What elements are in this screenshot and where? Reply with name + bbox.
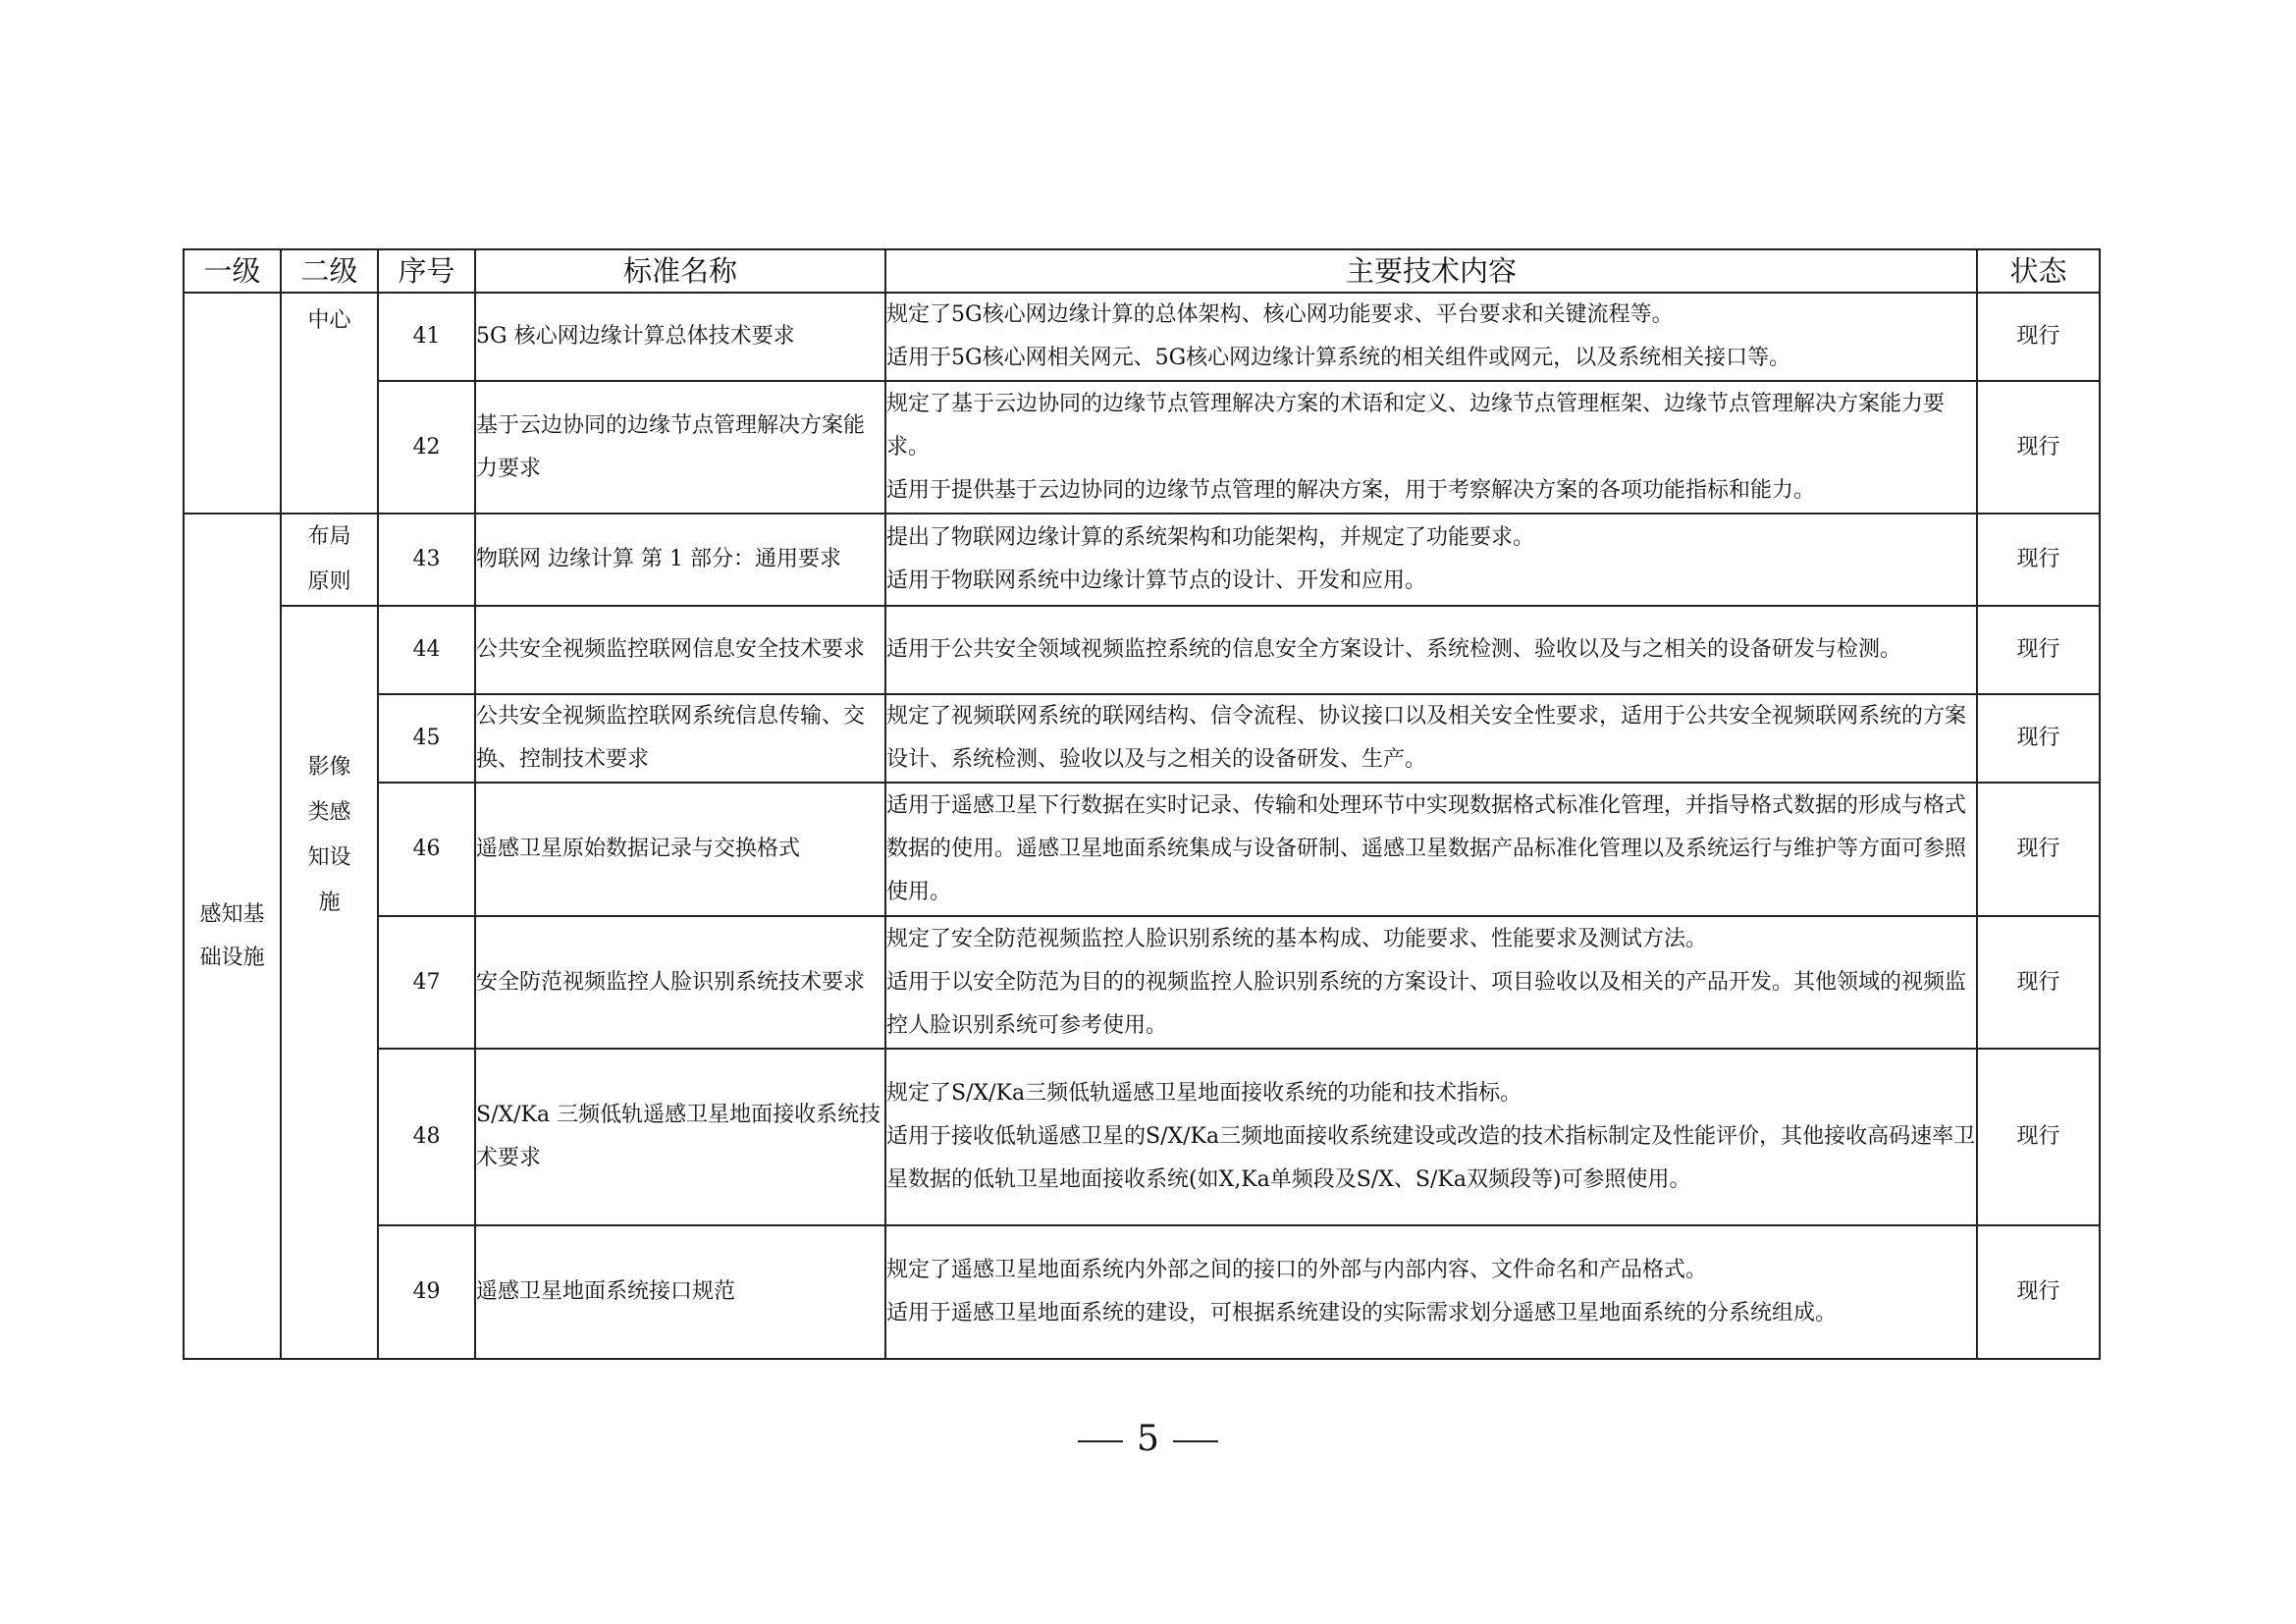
level2-label: 布局原则 xyxy=(307,524,351,594)
content-cell xyxy=(885,783,1977,916)
content-line: 适用于公共安全领域视频监控系统的信息安全方案设计、系统检测、验收以及与之相关的设备研发与检测。 xyxy=(886,637,1902,662)
table-row xyxy=(184,1049,2100,1225)
header-level1: 一级 xyxy=(184,249,281,293)
status-cell: 现行 xyxy=(1977,1225,2100,1359)
name-cell: 5G 核心网边缘计算总体技术要求 xyxy=(475,293,885,381)
header-level2: 二级 xyxy=(281,249,378,293)
seq-cell: 45 xyxy=(378,694,475,783)
content-line: 适用于提供基于云边协同的边缘节点管理的解决方案，用于考察解决方案的各项功能指标和能力。 xyxy=(886,477,1816,503)
header-seq: 序号 xyxy=(378,249,475,293)
content-cell xyxy=(885,606,1977,694)
seq-cell: 44 xyxy=(378,606,475,694)
content-cell xyxy=(885,694,1977,783)
table-row xyxy=(184,514,2100,606)
header-status: 状态 xyxy=(1977,249,2100,293)
level2-cell-image-sensing xyxy=(281,606,378,1359)
content-cell xyxy=(885,1225,1977,1359)
level2-label: 中心 xyxy=(307,308,351,333)
status-cell: 现行 xyxy=(1977,916,2100,1049)
status-cell: 现行 xyxy=(1977,293,2100,381)
seq-cell: 41 xyxy=(378,293,475,381)
content-cell xyxy=(885,916,1977,1049)
content-line: 规定了遥感卫星地面系统内外部之间的接口的外部与内部内容、文件命名和产品格式。 xyxy=(886,1258,1708,1282)
seq-cell: 49 xyxy=(378,1225,475,1359)
content-cell xyxy=(885,1049,1977,1225)
content-line: 适用于遥感卫星下行数据在实时记录、传输和处理环节中实现数据格式标准化管理，并指导格式数据的形成与格式数据的使用。遥感卫星地面系统集成与设备研制、遥感卫星数据产品标准化管理以及系统运行与维护等方面可参照使用。 xyxy=(886,793,1967,904)
seq-cell: 48 xyxy=(378,1049,475,1225)
content-cell xyxy=(885,514,1977,606)
page-number-dash-left xyxy=(1078,1440,1123,1442)
table-header-row xyxy=(184,249,2100,293)
page-number-value: 5 xyxy=(1137,1419,1159,1459)
page-number xyxy=(0,1419,2296,1459)
seq-cell: 46 xyxy=(378,783,475,916)
status-cell: 现行 xyxy=(1977,783,2100,916)
content-line: 适用于接收低轨遥感卫星的S/X/Ka三频地面接收系统建设或改造的技术指标制定及性能评价，其他接收高码速率卫星数据的低轨卫星地面接收系统(如X,Ka单频段及S/X、S/Ka双频段等)可参照使用。 xyxy=(886,1124,1976,1192)
header-content: 主要技术内容 xyxy=(885,249,1977,293)
name-cell: 遥感卫星地面系统接口规范 xyxy=(475,1225,885,1359)
level1-label: 感知基础设施 xyxy=(199,901,265,970)
content-line: 适用于遥感卫星地面系统的建设，可根据系统建设的实际需求划分遥感卫星地面系统的分系统组成。 xyxy=(886,1301,1838,1326)
seq-cell: 43 xyxy=(378,514,475,606)
status-cell: 现行 xyxy=(1977,694,2100,783)
name-cell: 基于云边协同的边缘节点管理解决方案能力要求 xyxy=(475,381,885,514)
status-cell: 现行 xyxy=(1977,381,2100,514)
content-line: 适用于物联网系统中边缘计算节点的设计、开发和应用。 xyxy=(886,568,1427,593)
content-line: 规定了5G核心网边缘计算的总体架构、核心网功能要求、平台要求和关键流程等。 xyxy=(886,302,1674,327)
header-name: 标准名称 xyxy=(475,249,885,293)
page-number-dash-right xyxy=(1173,1440,1218,1442)
content-line: 规定了S/X/Ka三频低轨遥感卫星地面接收系统的功能和技术指标。 xyxy=(886,1081,1522,1106)
table-row xyxy=(184,694,2100,783)
seq-cell: 42 xyxy=(378,381,475,514)
name-cell: 公共安全视频监控联网信息安全技术要求 xyxy=(475,606,885,694)
table-row xyxy=(184,381,2100,514)
level1-cell-empty xyxy=(184,293,281,514)
level2-label: 影像类感知设施 xyxy=(307,754,351,915)
content-cell xyxy=(885,293,1977,381)
content-line: 规定了安全防范视频监控人脸识别系统的基本构成、功能要求、性能要求及测试方法。 xyxy=(886,926,1708,951)
name-cell: 遥感卫星原始数据记录与交换格式 xyxy=(475,783,885,916)
name-cell: 公共安全视频监控联网系统信息传输、交换、控制技术要求 xyxy=(475,694,885,783)
seq-cell: 47 xyxy=(378,916,475,1049)
status-cell: 现行 xyxy=(1977,606,2100,694)
status-cell: 现行 xyxy=(1977,514,2100,606)
standards-table xyxy=(183,248,2101,1360)
table-row xyxy=(184,606,2100,694)
table-row xyxy=(184,783,2100,916)
table-row xyxy=(184,1225,2100,1359)
table-row xyxy=(184,293,2100,381)
name-cell: S/X/Ka 三频低轨遥感卫星地面接收系统技术要求 xyxy=(475,1049,885,1225)
content-line: 适用于以安全防范为目的的视频监控人脸识别系统的方案设计、项目验收以及相关的产品开发。其他领域的视频监控人脸识别系统可参考使用。 xyxy=(886,969,1967,1038)
name-cell: 安全防范视频监控人脸识别系统技术要求 xyxy=(475,916,885,1049)
level2-cell-center xyxy=(281,293,378,514)
content-line: 提出了物联网边缘计算的系统架构和功能架构，并规定了功能要求。 xyxy=(886,525,1535,550)
content-cell xyxy=(885,381,1977,514)
table-row xyxy=(184,916,2100,1049)
level2-cell-layout xyxy=(281,514,378,606)
level1-cell-sensing xyxy=(184,514,281,1359)
content-line: 规定了视频联网系统的联网结构、信令流程、协议接口以及相关安全性要求，适用于公共安全视频联网系统的方案设计、系统检测、验收以及与之相关的设备研发、生产。 xyxy=(886,704,1967,772)
status-cell: 现行 xyxy=(1977,1049,2100,1225)
name-cell: 物联网 边缘计算 第 1 部分：通用要求 xyxy=(475,514,885,606)
content-line: 适用于5G核心网相关网元、5G核心网边缘计算系统的相关组件或网元，以及系统相关接口等。 xyxy=(886,346,1791,370)
content-line: 规定了基于云边协同的边缘节点管理解决方案的术语和定义、边缘节点管理框架、边缘节点管理解决方案能力要求。 xyxy=(886,391,1946,460)
